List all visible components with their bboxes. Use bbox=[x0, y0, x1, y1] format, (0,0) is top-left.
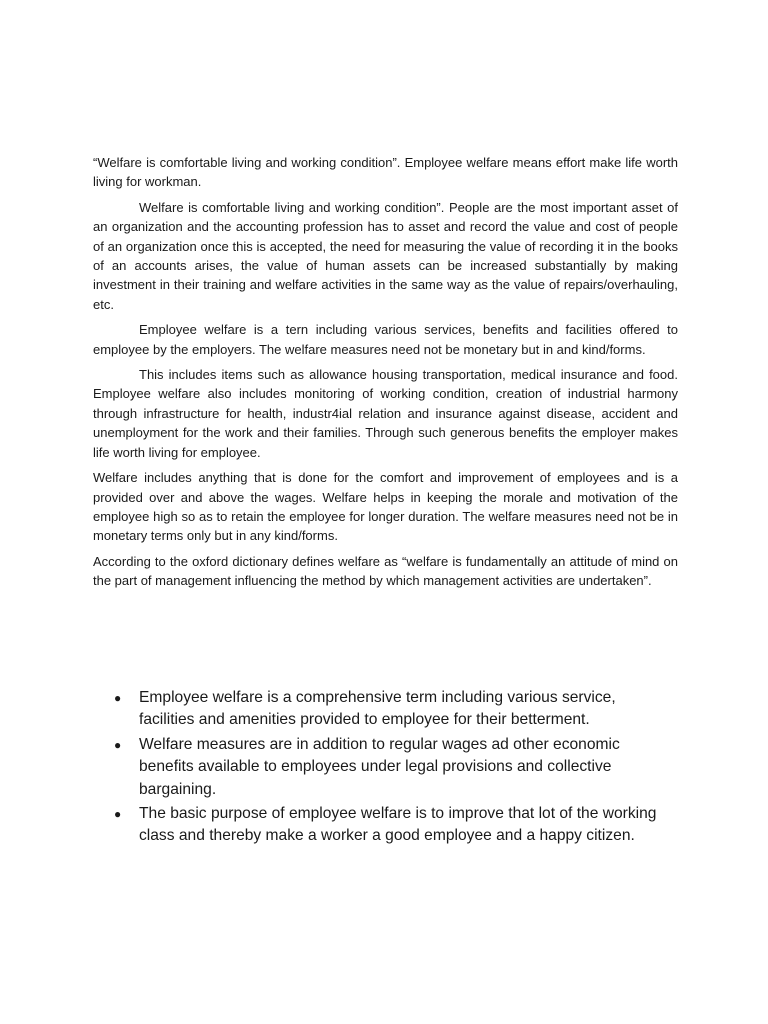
bullet-list bbox=[111, 687, 671, 850]
paragraph-welfare-items: This includes items such as allowance housing transportation, medical insurance and food. Employee welfare also includes monitoring of working condition, creation of industrial harmony through infrastructure for health, industr4ial relation and insurance against disease, accident and unemployment for the work and their families. Through such generous benefits the employer makes life worth living for employee. bbox=[93, 367, 678, 460]
document-body bbox=[93, 153, 678, 597]
bullet-icon: ● bbox=[114, 737, 122, 752]
bullet-icon: ● bbox=[114, 807, 122, 822]
bullet-icon: ● bbox=[114, 691, 122, 705]
paragraph-welfare-definition: “Welfare is comfortable living and working condition”. Employee welfare means effort make life worth living for workman. bbox=[93, 155, 678, 190]
bullet-item-welfare-measures bbox=[111, 734, 671, 801]
paragraph-welfare-comfort: Welfare includes anything that is done for the comfort and improvement of employees and is a provided over and above the wages. Welfare helps in keeping the morale and motivation of the employee high so as to retain the employee for longer duration. The welfare measures need not be in monetary terms only but in any kind/forms. bbox=[93, 470, 678, 544]
bullet-item-basic-purpose bbox=[111, 803, 671, 848]
paragraph-employee-welfare-services: Employee welfare is a tern including various services, benefits and facilities offered to employee by the employers. The welfare measures need not be monetary but in and kind/forms. bbox=[93, 322, 678, 357]
paragraph-human-assets: Welfare is comfortable living and working condition”. People are the most important asset of an organization and the accounting profession has to asset and record the value and cost of people of an organization once this is accepted, the need for measuring the value of recording it in the books of an accounts arises, the value of human assets can be increased substantially by making investment in their training and welfare activities in the same way as the value of repairs/overhauling, etc. bbox=[93, 199, 678, 312]
bullet-text: Welfare measures are in addition to regular wages ad other economic benefits available to employees under legal provisions and collective bargaining. bbox=[139, 735, 620, 798]
paragraph-oxford-definition: According to the oxford dictionary defines welfare as “welfare is fundamentally an attitude of mind on the part of management influencing the method by which management activities are undertaken”. bbox=[93, 553, 678, 589]
bullet-item-comprehensive-term bbox=[111, 687, 671, 732]
bullet-text: Employee welfare is a comprehensive term including various service, facilities and amenities provided to employee for their betterment. bbox=[139, 689, 616, 729]
bullet-text: The basic purpose of employee welfare is to improve that lot of the working class and thereby make a worker a good employee and a happy citizen. bbox=[139, 805, 657, 845]
